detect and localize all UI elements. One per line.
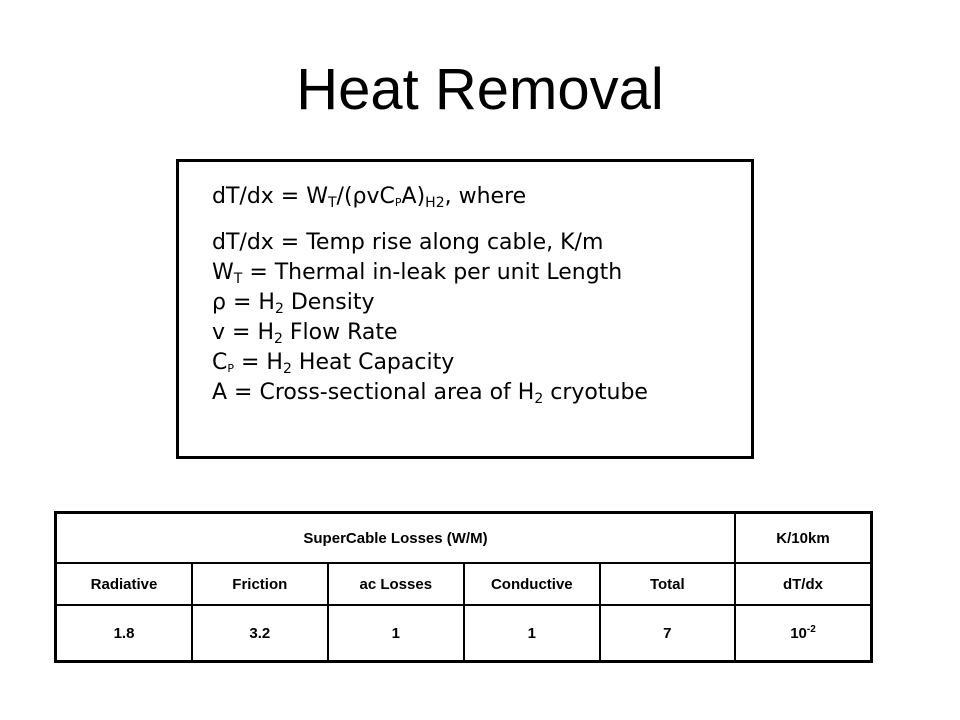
eq-part-d: , where [444, 184, 527, 209]
eq-part-c: A) [401, 184, 426, 209]
def-rho-symbol: ρ = H [212, 290, 275, 315]
def-rho-sub: 2 [274, 301, 284, 317]
col-header-conductive: Conductive [464, 563, 600, 605]
def-rho [212, 288, 648, 318]
unit-header: K/10km [735, 513, 872, 564]
eq-part-b: /(ρvC [336, 184, 395, 209]
cell-ac-losses: 1 [328, 605, 464, 662]
cell-radiative: 1.8 [56, 605, 193, 662]
def-v-sub: 2 [273, 331, 283, 347]
def-wt-text: = Thermal in-leak per unit Length [242, 260, 623, 285]
col-header-dtdx: dT/dx [735, 563, 872, 605]
group-header: SuperCable Losses (W/M) [56, 513, 735, 564]
col-header-total: Total [600, 563, 735, 605]
formula-gap [212, 212, 648, 228]
cell-dtdx [735, 605, 872, 662]
slide-title: Heat Removal [296, 57, 664, 122]
cell-dtdx-exponent: -2 [806, 623, 816, 635]
eq-sub-p: P [394, 196, 402, 209]
def-area [212, 378, 648, 408]
formula-box [176, 159, 754, 459]
eq-part-a: dT/dx = W [212, 184, 328, 209]
def-wt [212, 258, 648, 288]
cell-friction: 3.2 [192, 605, 327, 662]
def-area-sub: 2 [534, 391, 544, 407]
col-header-friction: Friction [192, 563, 327, 605]
col-header-radiative: Radiative [56, 563, 193, 605]
def-cp-sub2: 2 [282, 361, 292, 377]
def-cp [212, 348, 648, 378]
def-wt-symbol: W [212, 260, 234, 285]
def-v-symbol: v = H [212, 320, 274, 345]
cell-dtdx-base: 10 [790, 624, 807, 642]
table-header-row [56, 513, 872, 564]
table-row [56, 605, 872, 662]
def-v [212, 318, 648, 348]
def-cp-text: Heat Capacity [291, 350, 455, 375]
def-dtdx: dT/dx = Temp rise along cable, K/m [212, 230, 604, 255]
column-header-row [56, 563, 872, 605]
col-header-ac-losses: ac Losses [328, 563, 464, 605]
losses-table [54, 511, 873, 663]
def-cp-symbol: C [212, 350, 228, 375]
formula-equation [212, 182, 648, 212]
def-cp-eq: = H [234, 350, 283, 375]
formula-content [212, 182, 648, 408]
def-wt-sub: T [233, 271, 243, 287]
def-rho-text: Density [283, 290, 375, 315]
def-cp-sub: P [227, 362, 235, 375]
def-area-text: A = Cross-sectional area of H [212, 380, 535, 405]
eq-sub-h2: H2 [425, 195, 445, 211]
cell-total: 7 [600, 605, 735, 662]
def-v-text: Flow Rate [282, 320, 398, 345]
cell-conductive: 1 [464, 605, 600, 662]
def-area-tail: cryotube [543, 380, 648, 405]
eq-sub-t: T [327, 195, 337, 211]
